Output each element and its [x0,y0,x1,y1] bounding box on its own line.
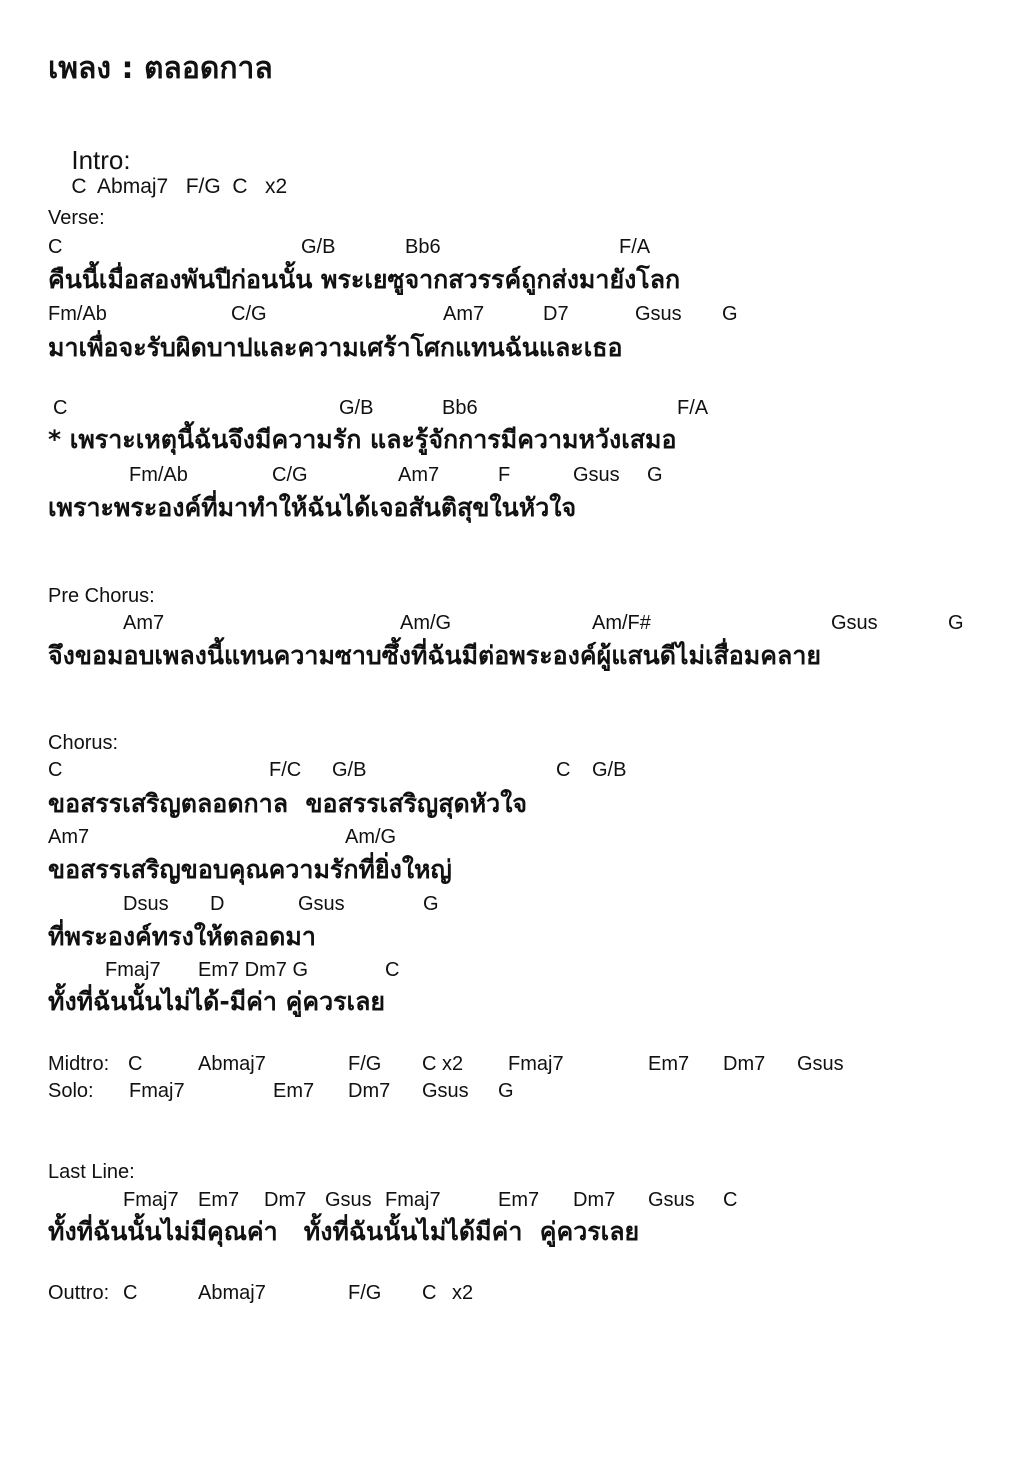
chord: Gsus [635,303,682,325]
chord: Am7 [398,464,440,486]
chord: G [722,303,738,325]
verse-line1-chords [48,235,1016,259]
chord: Bb6 [442,397,478,419]
chord: F/G [348,1282,382,1304]
pre-chorus-label: Pre Chorus: [48,585,155,607]
chord: D7 [543,303,569,325]
chord: G/B [332,759,367,781]
chord: Gsus [573,464,620,486]
chord: Am/F# [592,612,651,634]
chord: Dsus [123,893,169,915]
chord: Em7 [648,1053,690,1075]
chord: F/A [677,397,709,419]
chord: G/B [592,759,627,781]
chorus-line4-lyric: ทั้งที่ฉันนั้นไม่ได้-มีค่า คู่ควรเลย [48,987,386,1016]
chord: Gsus [298,893,345,915]
chord: Fm/Ab [129,464,188,486]
chord: F/C [269,759,302,781]
chord: C [422,1282,437,1304]
last-line-label: Last Line: [48,1161,135,1183]
chorus-line3-lyric: ที่พระองค์ทรงให้ตลอดมา [48,922,316,951]
chord: Em7 Dm7 G [198,959,309,981]
chord: C [123,1282,138,1304]
chord: Abmaj7 [198,1282,266,1304]
verse-line2-chords [48,302,1016,326]
chord: Fmaj7 [129,1080,185,1102]
chord: Am/G [345,826,397,848]
song-title: เพลง : ตลอดกาล [48,51,273,86]
chord: Fmaj7 [508,1053,564,1075]
midtro-line [48,1052,1016,1076]
chord: G/B [339,397,374,419]
last-line-lyric: ทั้งที่ฉันนั้นไม่มีคุณค่า ทั้งที่ฉันนั้นไม่ได้มีค่า คู่ควรเลย [48,1217,640,1246]
chord: Gsus [422,1080,469,1102]
chord: Em7 [498,1189,540,1211]
chord: F/G [348,1053,382,1075]
verse-line4-lyric: เพราะพระองค์ที่มาทำให้ฉันได้เจอสันติสุขในหัวใจ [48,493,577,522]
chord: G/B [301,236,336,258]
pre-chorus-chords [48,611,1016,635]
chord: Abmaj7 [198,1053,266,1075]
outtro-label: Outtro: [48,1282,110,1304]
chord: Gsus [648,1189,695,1211]
chord: Am7 [123,612,165,634]
chord: Am7 [443,303,485,325]
chord: G [423,893,439,915]
chorus-line2-lyric: ขอสรรเสริญขอบคุณความรักที่ยิ่งใหญ่ [48,855,452,884]
chorus-line1-chords [48,758,1016,782]
chord: F/A [619,236,651,258]
chord: Gsus [831,612,878,634]
chorus-line4-chords [48,958,1016,982]
chord: Gsus [797,1053,844,1075]
chord: G [498,1080,514,1102]
chord: Dm7 [264,1189,307,1211]
verse-line3-lyric: * เพราะเหตุนี้ฉันจึงมีความรัก และรู้จักการมีความหวังเสมอ [48,425,677,454]
chord: Fmaj7 [123,1189,179,1211]
chorus-line3-chords [48,892,1016,916]
verse-line3-chords [48,396,1016,420]
chorus-line2-chords [48,825,1016,849]
chord: G [647,464,663,486]
intro-label: Intro: [71,145,131,175]
chord: Dm7 [723,1053,766,1075]
chord: C [53,397,68,419]
chord: D [210,893,225,915]
verse-line1-lyric: คืนนี้เมื่อสองพันปีก่อนนั้น พระเยซูจากสวรรค์ถูกส่งมายังโลก [48,265,681,294]
chorus-line1-lyric: ขอสรรเสริญตลอดกาล ขอสรรเสริญสุดหัวใจ [48,789,528,818]
solo-label: Solo: [48,1080,94,1102]
outtro-line [48,1281,1016,1305]
chord: Dm7 [348,1080,391,1102]
intro-chords: C Abmaj7 F/G C x2 [71,175,288,198]
chord: C x2 [422,1053,464,1075]
chord: C [385,959,400,981]
chord: Bb6 [405,236,441,258]
chord: F [498,464,511,486]
chord: C [48,236,63,258]
chord: Dm7 [573,1189,616,1211]
chord: Em7 [198,1189,240,1211]
pre-chorus-lyric: จึงขอมอบเพลงนี้แทนความซาบซึ้งที่ฉันมีต่อพระองค์ผู้แสนดีไม่เสื่อมคลาย [48,641,822,670]
chord: Am/G [400,612,452,634]
chord: C [723,1189,738,1211]
chord: Fm/Ab [48,303,107,325]
verse-label: Verse: [48,207,105,229]
chord: C/G [231,303,267,325]
chord: Fmaj7 [385,1189,441,1211]
chord: G [948,612,964,634]
midtro-label: Midtro: [48,1053,110,1075]
chord: Gsus [325,1189,372,1211]
chord: x2 [452,1282,474,1304]
chord: C [48,759,63,781]
chord: Fmaj7 [105,959,161,981]
chord: C/G [272,464,308,486]
verse-line2-lyric: มาเพื่อจะรับผิดบาปและความเศร้าโศกแทนฉันและเธอ [48,333,623,362]
last-line-chords [48,1188,1016,1212]
chorus-label: Chorus: [48,732,119,754]
solo-line [48,1079,1016,1103]
chord: C [128,1053,143,1075]
chord: C [556,759,571,781]
verse-line4-chords [48,463,1016,487]
chord: Am7 [48,826,90,848]
chord: Em7 [273,1080,315,1102]
